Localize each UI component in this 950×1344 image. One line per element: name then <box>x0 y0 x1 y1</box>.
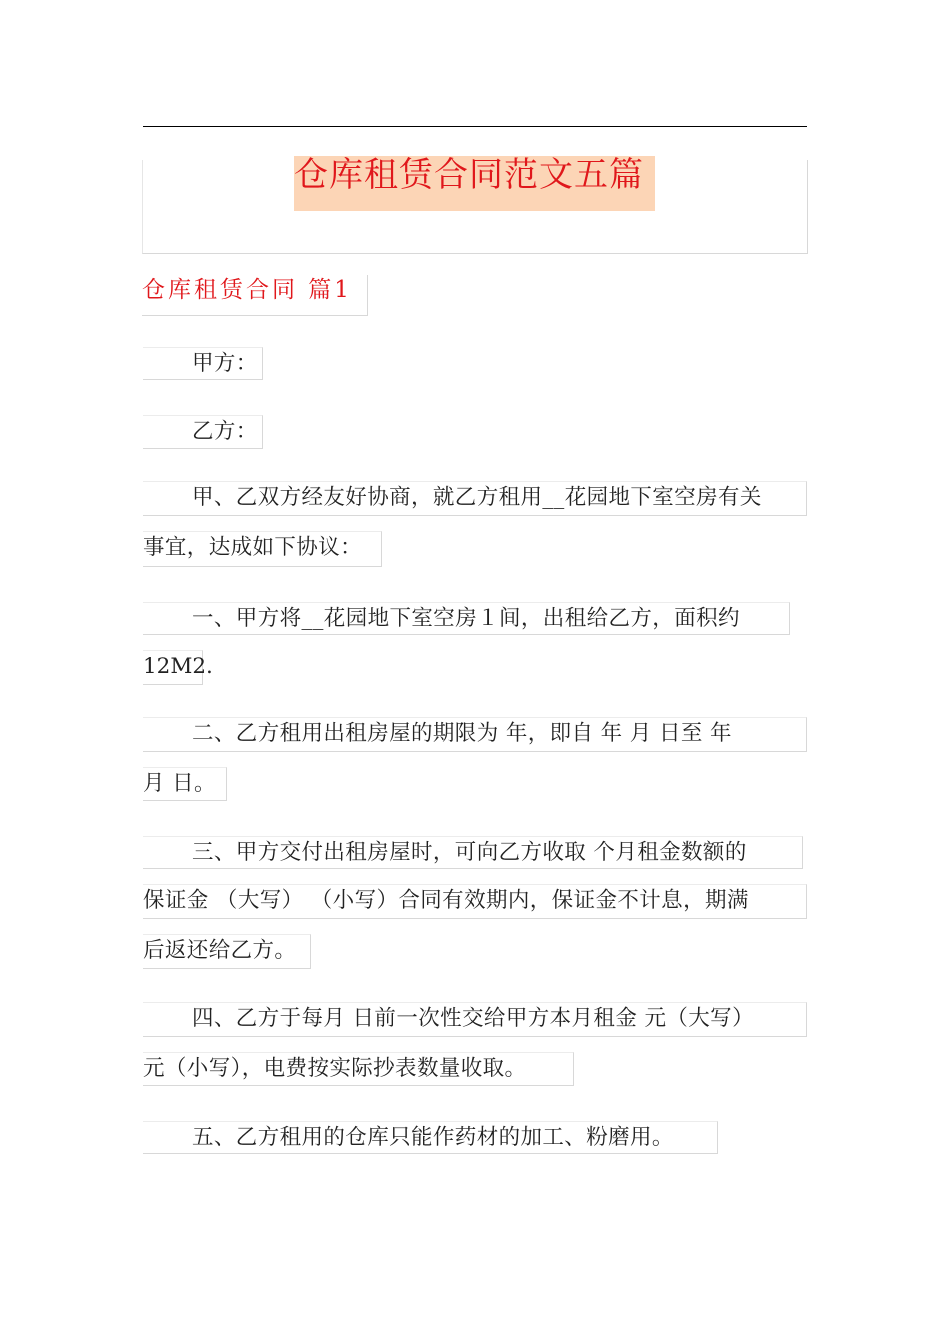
party-b-line: 乙方： <box>143 415 263 449</box>
paragraph-line: 甲、乙双方经友好协商，就乙方租用__花园地下室空房有关 <box>143 481 807 516</box>
clause-1-line: 12M2. <box>143 650 203 685</box>
clause-2-line: 月 日。 <box>143 767 227 801</box>
clause-3-line: 三、甲方交付出租房屋时，可向乙方收取 个月租金数额的 <box>143 836 803 869</box>
clause-2-line: 二、乙方租用出租房屋的期限为 年，即自 年 月 日至 年 <box>143 717 807 752</box>
section-heading: 仓库租赁合同 篇1 <box>142 275 368 316</box>
party-a-line: 甲方： <box>143 347 263 380</box>
paragraph-line: 事宜，达成如下协议： <box>143 531 382 567</box>
document-title: 仓库租赁合同范文五篇 <box>294 156 655 211</box>
clause-5-line: 五、乙方租用的仓库只能作药材的加工、粉磨用。 <box>143 1121 718 1154</box>
top-rule <box>143 126 807 127</box>
clause-3-line: 后返还给乙方。 <box>143 934 311 969</box>
clause-1-line: 一、甲方将__花园地下室空房１间，出租给乙方，面积约 <box>143 602 790 635</box>
clause-3-line: 保证金 （大写） （小写）合同有效期内，保证金不计息，期满 <box>143 884 807 919</box>
clause-4-line: 四、乙方于每月 日前一次性交给甲方本月租金 元（大写） <box>143 1002 807 1037</box>
clause-4-line: 元（小写），电费按实际抄表数量收取。 <box>143 1052 574 1086</box>
